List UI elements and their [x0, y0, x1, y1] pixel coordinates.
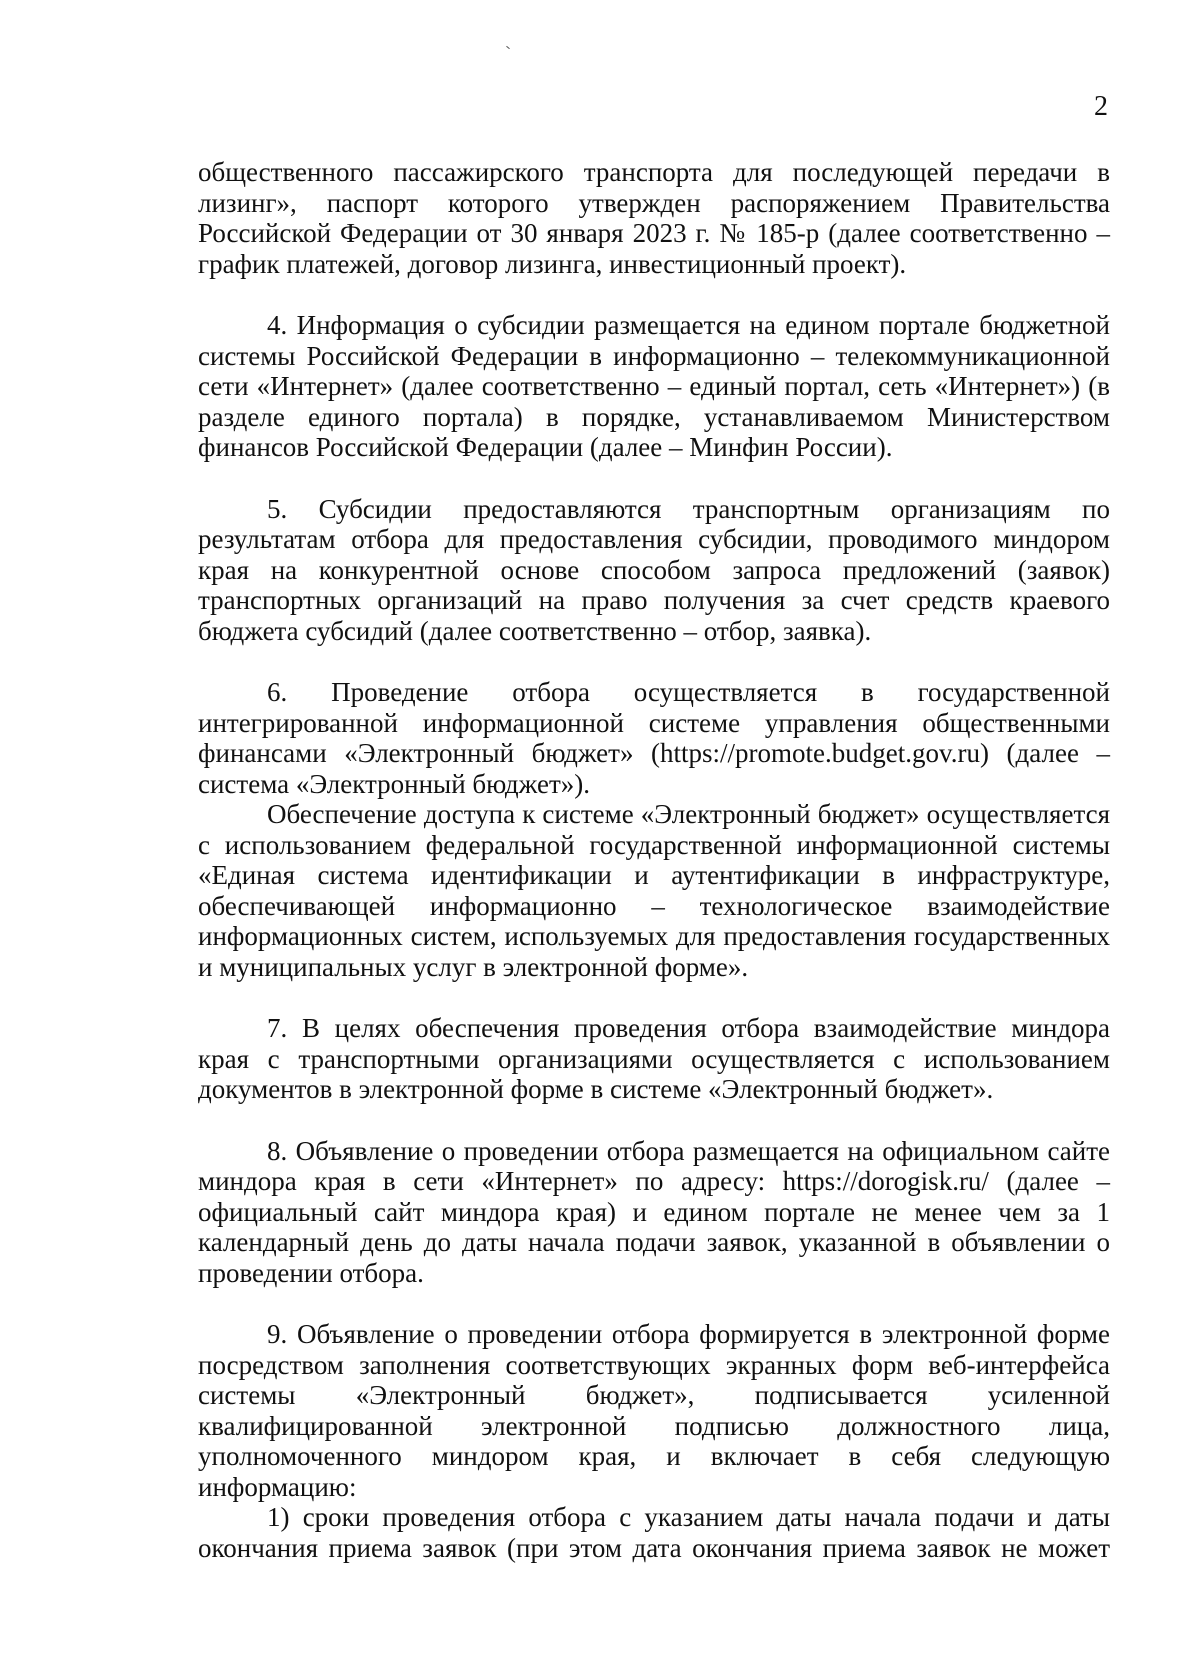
- paragraph-5: 5. Субсидии предоставляются транспортным организациям по результатам отбора для предоставления субсидии, проводимого миндором края на конкурентной основе способом запроса предложений (заявок) транспортных организаций на право получения за счет средств краевого бюджета субсидий (далее соответственно – отбор, заявка).: [198, 493, 1110, 646]
- page-number: 2: [1094, 91, 1108, 122]
- paragraph-continuation: общественного пассажирского транспорта для последующей передачи в лизинг», паспорт которого утвержден распоряжением Правительства Российской Федерации от 30 января 2023 г. № 185-р (далее соответственно – график платежей, договор лизинга, инвестиционный проект).: [198, 157, 1110, 279]
- paragraph-9: 9. Объявление о проведении отбора формируется в электронной форме посредством заполнения соответствующих экранных форм веб-интерфейса системы «Электронный бюджет», подписывается усиленной квалифицированной электронной подписью должностного лица, уполномоченного миндором края, и включает в себя следующую информацию:: [198, 1319, 1110, 1502]
- scan-mark: [506, 46, 510, 49]
- document-body: [198, 157, 1110, 1563]
- paragraph-8: 8. Объявление о проведении отбора размещается на официальном сайте миндора края в сети «Интернет» по адресу: https://dorogisk.ru/ (далее – официальный сайт миндора края) и едином портале не менее чем за 1 календарный день до даты начала подачи заявок, указанной в объявлении о проведении отбора.: [198, 1135, 1110, 1288]
- paragraph-7: 7. В целях обеспечения проведения отбора взаимодействие миндора края с транспортными организациями осуществляется с использованием документов в электронной форме в системе «Электронный бюджет».: [198, 1013, 1110, 1104]
- paragraph-6: 6. Проведение отбора осуществляется в государственной интегрированной информационной системе управления общественными финансами «Электронный бюджет» (https://promote.budget.gov.ru) (далее – система «Электронный бюджет»).: [198, 677, 1110, 799]
- paragraph-6-access: Обеспечение доступа к системе «Электронный бюджет» осуществляется с использованием федеральной государственной информационной системы «Единая система идентификации и аутентификации в инфраструктуре, обеспечивающей информационно – технологическое взаимодействие информационных систем, используемых для предоставления государственных и муниципальных услуг в электронной форме».: [198, 799, 1110, 982]
- paragraph-9-item-1: 1) сроки проведения отбора с указанием даты начала подачи и даты окончания приема заявок (при этом дата окончания приема заявок не может: [198, 1502, 1110, 1563]
- paragraph-4: 4. Информация о субсидии размещается на едином портале бюджетной системы Российской Федерации в информационно – телекоммуникационной сети «Интернет» (далее соответственно – единый портал, сеть «Интернет») (в разделе единого портала) в порядке, устанавливаемом Министерством финансов Российской Федерации (далее – Минфин России).: [198, 310, 1110, 462]
